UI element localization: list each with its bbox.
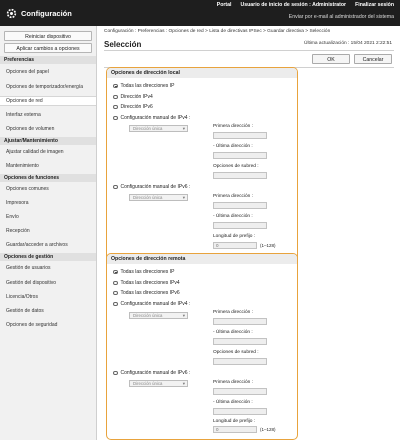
remote-ipv6-prefix-input[interactable] bbox=[213, 426, 257, 433]
cancel-button[interactable]: Cancelar bbox=[354, 54, 392, 64]
local-ipv6-first-label: Primera dirección : bbox=[213, 194, 253, 199]
radio-label: Dirección IPv6 bbox=[120, 104, 153, 110]
local-ipv4-first-label: Primera dirección : bbox=[213, 124, 253, 129]
radio-label: Dirección IPv4 bbox=[120, 94, 153, 100]
radio-label: Configuración manual de IPv4 : bbox=[120, 301, 191, 307]
app-title: Configuración bbox=[21, 9, 72, 18]
sidebar-item-archivos[interactable]: Guardar/acceder a archivos bbox=[6, 242, 68, 248]
radio-label: Todas las direcciones IPv6 bbox=[120, 290, 180, 296]
radio[interactable] bbox=[113, 302, 118, 307]
remote-address-panel bbox=[106, 253, 298, 440]
select-value: Dirección única bbox=[133, 313, 163, 318]
remote-ipv4-last-input[interactable] bbox=[213, 338, 267, 345]
sidebar-item-comunes[interactable]: Opciones comunes bbox=[6, 186, 49, 192]
login-user-label: Usuario de inicio de sesión : Administrator bbox=[240, 1, 347, 8]
remote-ipv4-subnet-label: Opciones de subred : bbox=[213, 350, 259, 355]
remote-ipv4-subnet-input[interactable] bbox=[213, 358, 267, 365]
remote-ipv6-prefix-label: Longitud de prefijo : bbox=[213, 419, 256, 424]
local-ipv4-subnet-label: Opciones de subred : bbox=[213, 164, 259, 169]
radio[interactable] bbox=[113, 291, 118, 296]
local-ipv6-last-input[interactable] bbox=[213, 222, 267, 229]
radio-label: Todas las direcciones IP bbox=[120, 269, 175, 275]
sidebar-item-licencia[interactable]: Licencia/Otros bbox=[6, 294, 38, 300]
select-value: Dirección única bbox=[133, 126, 163, 131]
radio-label: Configuración manual de IPv6 : bbox=[120, 370, 191, 376]
chevron-down-icon: ▾ bbox=[182, 126, 185, 131]
restart-device-button[interactable]: Reiniciar dispositivo bbox=[4, 31, 92, 41]
radio-selected[interactable] bbox=[113, 84, 118, 89]
sidebar-item-impresora[interactable]: Impresora bbox=[6, 200, 29, 206]
remote-radio-all[interactable] bbox=[113, 269, 174, 275]
sidebar-group-funciones: Opciones de funciones bbox=[0, 174, 96, 182]
radio-label: Todas las direcciones IPv4 bbox=[120, 280, 180, 286]
radio[interactable] bbox=[113, 281, 118, 286]
last-updated: Última actualización : 15/04 2021 2:22:51 bbox=[304, 40, 392, 46]
sidebar-item-volumen[interactable]: Opciones de volumen bbox=[6, 126, 55, 132]
sidebar-item-usuarios[interactable]: Gestión de usuarios bbox=[6, 265, 51, 271]
sidebar-item-red[interactable]: Opciones de red bbox=[0, 96, 96, 106]
radio[interactable] bbox=[113, 116, 118, 121]
local-radio-ipv4[interactable] bbox=[113, 94, 153, 100]
remote-ipv4-first-label: Primera dirección : bbox=[213, 310, 253, 315]
chevron-down-icon: ▾ bbox=[182, 195, 185, 200]
prefix-value: 0 bbox=[216, 243, 219, 248]
sidebar-group-preferencias: Preferencias bbox=[0, 56, 96, 64]
remote-ipv6-last-label: - Última dirección : bbox=[213, 400, 253, 405]
divider bbox=[104, 50, 394, 51]
local-ipv4-type-select[interactable] bbox=[129, 125, 188, 132]
remote-ipv4-type-select[interactable] bbox=[129, 312, 188, 319]
page-title: Selección bbox=[104, 40, 142, 49]
ok-button[interactable]: OK bbox=[312, 54, 350, 64]
sidebar-item-interfaz[interactable]: Interfaz externa bbox=[6, 112, 41, 118]
local-ipv4-last-label: - Última dirección : bbox=[213, 144, 253, 149]
portal-link[interactable]: Portal bbox=[216, 1, 232, 8]
local-radio-manual-ipv6[interactable] bbox=[113, 184, 190, 190]
sidebar-item-recepcion[interactable]: Recepción bbox=[6, 228, 30, 234]
sidebar-item-temporizador[interactable]: Opciones de temporizador/energía bbox=[6, 84, 83, 90]
local-prefix-range: (1–128) bbox=[260, 243, 276, 248]
remote-ipv6-type-select[interactable] bbox=[129, 380, 188, 387]
local-ipv4-first-input[interactable] bbox=[213, 132, 267, 139]
remote-ipv6-last-input[interactable] bbox=[213, 408, 267, 415]
local-radio-ipv6[interactable] bbox=[113, 104, 153, 110]
breadcrumb: Configuración : Preferencias : Opciones de red > Lista de directivas IPSec > Guardar directiva > Selección bbox=[104, 29, 331, 34]
gear-icon bbox=[6, 8, 17, 19]
local-ipv6-prefix-label: Longitud de prefijo : bbox=[213, 234, 256, 239]
sidebar-item-envio[interactable]: Envío bbox=[6, 214, 19, 220]
remote-ipv4-last-label: - Última dirección : bbox=[213, 330, 253, 335]
local-ipv4-subnet-input[interactable] bbox=[213, 172, 267, 179]
local-ipv6-prefix-input[interactable] bbox=[213, 242, 257, 249]
sidebar-item-mantenimiento[interactable]: Mantenimiento bbox=[6, 163, 39, 169]
chevron-down-icon: ▾ bbox=[182, 381, 185, 386]
remote-address-heading: Opciones de dirección remota bbox=[107, 254, 297, 264]
radio-label: Configuración manual de IPv6 : bbox=[120, 184, 191, 190]
sidebar-item-datos[interactable]: Gestión de datos bbox=[6, 308, 44, 314]
chevron-down-icon: ▾ bbox=[182, 313, 185, 318]
sidebar-item-papel[interactable]: Opciones del papel bbox=[6, 69, 49, 75]
remote-prefix-range: (1–128) bbox=[260, 427, 276, 432]
local-ipv6-type-select[interactable] bbox=[129, 194, 188, 201]
radio-selected[interactable] bbox=[113, 270, 118, 275]
remote-radio-manual-ipv6[interactable] bbox=[113, 370, 190, 376]
remote-radio-ipv4[interactable] bbox=[113, 280, 180, 286]
radio[interactable] bbox=[113, 95, 118, 100]
remote-ipv6-first-input[interactable] bbox=[213, 388, 267, 395]
sidebar-group-gestion: Opciones de gestión bbox=[0, 253, 96, 261]
main-content bbox=[104, 26, 394, 440]
radio-label: Configuración manual de IPv4 : bbox=[120, 115, 191, 121]
remote-ipv4-first-input[interactable] bbox=[213, 318, 267, 325]
app-logo bbox=[6, 8, 72, 19]
sidebar-item-calidad[interactable]: Ajustar calidad de imagen bbox=[6, 149, 64, 155]
sidebar-item-dispositivo[interactable]: Gestión del dispositivo bbox=[6, 280, 57, 286]
local-ipv6-last-label: - Última dirección : bbox=[213, 214, 253, 219]
local-radio-all[interactable] bbox=[113, 83, 174, 89]
sidebar bbox=[0, 26, 97, 440]
mail-admin-link[interactable]: Enviar por e-mail al administrador del sistema bbox=[288, 14, 394, 20]
remote-radio-ipv6[interactable] bbox=[113, 290, 180, 296]
local-radio-manual-ipv4[interactable] bbox=[113, 115, 190, 121]
sidebar-item-seguridad[interactable]: Opciones de seguridad bbox=[6, 322, 58, 328]
radio[interactable] bbox=[113, 371, 118, 376]
remote-radio-manual-ipv4[interactable] bbox=[113, 301, 190, 307]
radio[interactable] bbox=[113, 185, 118, 190]
radio[interactable] bbox=[113, 105, 118, 110]
local-address-panel bbox=[106, 67, 298, 275]
local-ipv6-first-input[interactable] bbox=[213, 202, 267, 209]
prefix-value: 0 bbox=[216, 427, 219, 432]
local-ipv4-last-input[interactable] bbox=[213, 152, 267, 159]
logout-link[interactable]: Finalizar sesión bbox=[355, 1, 394, 8]
remote-ipv6-first-label: Primera dirección : bbox=[213, 380, 253, 385]
apply-changes-button[interactable]: Aplicar cambios a opciones bbox=[4, 43, 92, 53]
select-value: Dirección única bbox=[133, 381, 163, 386]
local-address-heading: Opciones de dirección local bbox=[107, 68, 297, 78]
top-bar bbox=[0, 0, 400, 26]
select-value: Dirección única bbox=[133, 195, 163, 200]
sidebar-group-ajustar: Ajustar/Mantenimiento bbox=[0, 137, 96, 145]
radio-label: Todas las direcciones IP bbox=[120, 83, 175, 89]
